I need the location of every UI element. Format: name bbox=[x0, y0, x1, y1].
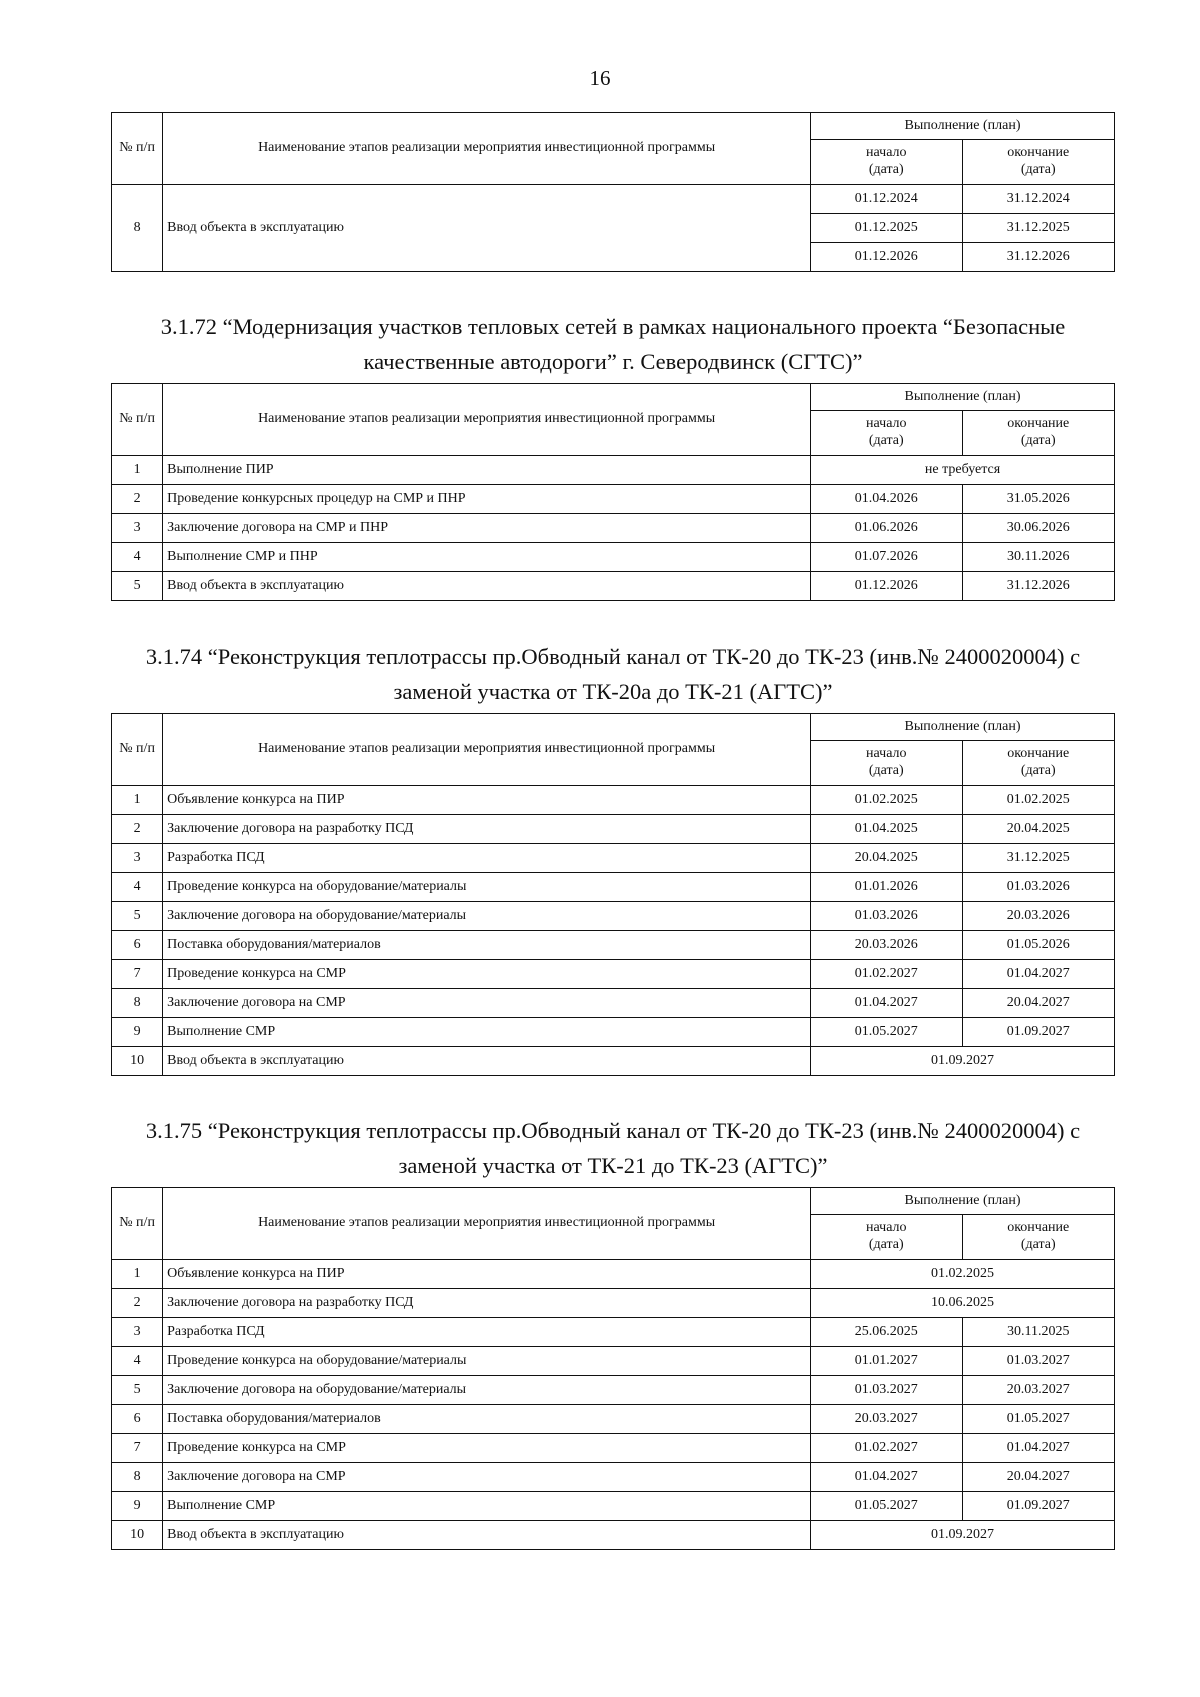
date-start: 01.05.2027 bbox=[811, 1018, 962, 1047]
row-num: 1 bbox=[112, 786, 163, 815]
header-execution: Выполнение (план) bbox=[811, 714, 1115, 741]
date-end: 01.05.2026 bbox=[962, 931, 1115, 960]
row-name: Поставка оборудования/материалов bbox=[163, 1405, 811, 1434]
date-start: 01.06.2026 bbox=[811, 514, 962, 543]
table-row bbox=[112, 931, 1115, 960]
row-num: 7 bbox=[112, 960, 163, 989]
row-num: 5 bbox=[112, 572, 163, 601]
table-row bbox=[112, 1260, 1115, 1289]
row-name: Заключение договора на разработку ПСД bbox=[163, 815, 811, 844]
date-start: 01.12.2026 bbox=[811, 572, 962, 601]
row-num: 5 bbox=[112, 1376, 163, 1405]
table-row bbox=[112, 1492, 1115, 1521]
date-merged: 01.09.2027 bbox=[811, 1047, 1115, 1076]
date-start: 20.04.2025 bbox=[811, 844, 962, 873]
table-row bbox=[112, 960, 1115, 989]
row-num: 2 bbox=[112, 485, 163, 514]
row-name: Проведение конкурса на СМР bbox=[163, 960, 811, 989]
header-start: начало (дата) bbox=[811, 741, 962, 786]
date-end: 01.04.2027 bbox=[962, 960, 1115, 989]
table-row bbox=[112, 902, 1115, 931]
date-start: 01.04.2027 bbox=[811, 1463, 962, 1492]
header-end: окончание (дата) bbox=[962, 741, 1115, 786]
row-num: 8 bbox=[112, 185, 163, 272]
date-end: 31.05.2026 bbox=[962, 485, 1115, 514]
header-execution: Выполнение (план) bbox=[811, 113, 1115, 140]
row-name: Выполнение СМР bbox=[163, 1018, 811, 1047]
page-number: 16 bbox=[589, 66, 611, 90]
row-name: Объявление конкурса на ПИР bbox=[163, 1260, 811, 1289]
date-start: 01.03.2026 bbox=[811, 902, 962, 931]
row-num: 2 bbox=[112, 815, 163, 844]
row-num: 6 bbox=[112, 931, 163, 960]
table-row bbox=[112, 543, 1115, 572]
header-end: окончание (дата) bbox=[962, 411, 1115, 456]
date-end: 31.12.2025 bbox=[962, 214, 1115, 243]
header-start: начало (дата) bbox=[811, 411, 962, 456]
row-name: Выполнение СМР и ПНР bbox=[163, 543, 811, 572]
row-name: Проведение конкурса на оборудование/материалы bbox=[163, 1347, 811, 1376]
row-num: 10 bbox=[112, 1521, 163, 1550]
date-start: 01.05.2027 bbox=[811, 1492, 962, 1521]
row-num: 9 bbox=[112, 1018, 163, 1047]
row-num: 2 bbox=[112, 1289, 163, 1318]
date-end: 20.03.2026 bbox=[962, 902, 1115, 931]
date-end: 20.04.2027 bbox=[962, 1463, 1115, 1492]
row-num: 8 bbox=[112, 1463, 163, 1492]
row-name: Ввод объекта в эксплуатацию bbox=[163, 1521, 811, 1550]
table-row bbox=[112, 873, 1115, 902]
table-row bbox=[112, 1289, 1115, 1318]
row-num: 6 bbox=[112, 1405, 163, 1434]
table-row bbox=[112, 1405, 1115, 1434]
row-name: Разработка ПСД bbox=[163, 844, 811, 873]
header-start: начало (дата) bbox=[811, 1215, 962, 1260]
date-start: 01.03.2027 bbox=[811, 1376, 962, 1405]
date-start: 01.12.2025 bbox=[811, 214, 962, 243]
header-name: Наименование этапов реализации мероприятия инвестиционной программы bbox=[163, 384, 811, 456]
date-start: 01.12.2024 bbox=[811, 185, 962, 214]
header-name: Наименование этапов реализации мероприятия инвестиционной программы bbox=[163, 113, 811, 185]
date-start: 01.02.2027 bbox=[811, 1434, 962, 1463]
row-name: Заключение договора на СМР bbox=[163, 1463, 811, 1492]
header-start: начало (дата) bbox=[811, 140, 962, 185]
table-row bbox=[112, 485, 1115, 514]
row-num: 3 bbox=[112, 514, 163, 543]
row-name: Ввод объекта в эксплуатацию bbox=[163, 572, 811, 601]
row-name: Заключение договора на оборудование/материалы bbox=[163, 1376, 811, 1405]
section-title-3-1-72: 3.1.72 “Модернизация участков тепловых сетей в рамках национального проекта “Безопасные качественные автодороги” г. Северодвинск (СГТС)” bbox=[160, 314, 1066, 374]
date-start: 01.01.2027 bbox=[811, 1347, 962, 1376]
row-name: Ввод объекта в эксплуатацию bbox=[163, 1047, 811, 1076]
date-merged: не требуется bbox=[811, 456, 1115, 485]
header-name: Наименование этапов реализации мероприятия инвестиционной программы bbox=[163, 714, 811, 786]
table-row bbox=[112, 989, 1115, 1018]
header-num: № п/п bbox=[112, 113, 163, 185]
header-execution: Выполнение (план) bbox=[811, 384, 1115, 411]
row-num: 3 bbox=[112, 844, 163, 873]
row-name: Проведение конкурса на СМР bbox=[163, 1434, 811, 1463]
table-row bbox=[112, 456, 1115, 485]
row-num: 4 bbox=[112, 543, 163, 572]
row-name: Ввод объекта в эксплуатацию bbox=[163, 185, 811, 272]
date-start: 25.06.2025 bbox=[811, 1318, 962, 1347]
date-start: 01.07.2026 bbox=[811, 543, 962, 572]
date-start: 01.01.2026 bbox=[811, 873, 962, 902]
row-num: 7 bbox=[112, 1434, 163, 1463]
date-merged: 10.06.2025 bbox=[811, 1289, 1115, 1318]
date-end: 30.11.2025 bbox=[962, 1318, 1115, 1347]
date-end: 30.06.2026 bbox=[962, 514, 1115, 543]
header-num: № п/п bbox=[112, 384, 163, 456]
row-num: 9 bbox=[112, 1492, 163, 1521]
date-start: 20.03.2026 bbox=[811, 931, 962, 960]
table-row bbox=[112, 1347, 1115, 1376]
table-row bbox=[112, 1463, 1115, 1492]
table-row bbox=[112, 1376, 1115, 1405]
row-num: 1 bbox=[112, 1260, 163, 1289]
date-end: 20.04.2027 bbox=[962, 989, 1115, 1018]
date-end: 31.12.2025 bbox=[962, 844, 1115, 873]
row-name: Поставка оборудования/материалов bbox=[163, 931, 811, 960]
header-end: окончание (дата) bbox=[962, 1215, 1115, 1260]
date-end: 01.02.2025 bbox=[962, 786, 1115, 815]
row-name: Заключение договора на разработку ПСД bbox=[163, 1289, 811, 1318]
row-name: Выполнение ПИР bbox=[163, 456, 811, 485]
date-end: 31.12.2026 bbox=[962, 572, 1115, 601]
row-name: Разработка ПСД bbox=[163, 1318, 811, 1347]
date-merged: 01.02.2025 bbox=[811, 1260, 1115, 1289]
date-end: 20.04.2025 bbox=[962, 815, 1115, 844]
date-end: 20.03.2027 bbox=[962, 1376, 1115, 1405]
table-row bbox=[112, 786, 1115, 815]
row-name: Проведение конкурса на оборудование/материалы bbox=[163, 873, 811, 902]
row-name: Объявление конкурса на ПИР bbox=[163, 786, 811, 815]
date-start: 01.04.2025 bbox=[811, 815, 962, 844]
date-start: 01.02.2027 bbox=[811, 960, 962, 989]
row-num: 4 bbox=[112, 1347, 163, 1376]
section-title-3-1-74: 3.1.74 “Реконструкция теплотрассы пр.Обводный канал от ТК-20 до ТК-23 (инв.№ 2400020004) с заменой участка от ТК-20а до ТК-21 (АГТС)” bbox=[145, 644, 1081, 704]
date-merged: 01.09.2027 bbox=[811, 1521, 1115, 1550]
section-title-3-1-75: 3.1.75 “Реконструкция теплотрассы пр.Обводный канал от ТК-20 до ТК-23 (инв.№ 2400020004) с заменой участка от ТК-21 до ТК-23 (АГТС)” bbox=[145, 1118, 1081, 1178]
date-start: 01.04.2027 bbox=[811, 989, 962, 1018]
date-end: 01.04.2027 bbox=[962, 1434, 1115, 1463]
row-num: 3 bbox=[112, 1318, 163, 1347]
row-num: 1 bbox=[112, 456, 163, 485]
row-num: 4 bbox=[112, 873, 163, 902]
date-end: 31.12.2026 bbox=[962, 243, 1115, 272]
table-row bbox=[112, 1047, 1115, 1076]
date-start: 01.12.2026 bbox=[811, 243, 962, 272]
header-num: № п/п bbox=[112, 714, 163, 786]
stages-table-3-1-75 bbox=[111, 1187, 1115, 1550]
row-name: Проведение конкурсных процедур на СМР и ПНР bbox=[163, 485, 811, 514]
header-num: № п/п bbox=[112, 1188, 163, 1260]
row-name: Выполнение СМР bbox=[163, 1492, 811, 1521]
date-end: 01.09.2027 bbox=[962, 1492, 1115, 1521]
table-row bbox=[112, 1434, 1115, 1463]
table-row bbox=[112, 1018, 1115, 1047]
table-row bbox=[112, 514, 1115, 543]
row-name: Заключение договора на оборудование/материалы bbox=[163, 902, 811, 931]
header-end: окончание (дата) bbox=[962, 140, 1115, 185]
stages-table-3-1-74 bbox=[111, 713, 1115, 1076]
row-num: 5 bbox=[112, 902, 163, 931]
table-row bbox=[112, 1521, 1115, 1550]
date-end: 01.05.2027 bbox=[962, 1405, 1115, 1434]
header-execution: Выполнение (план) bbox=[811, 1188, 1115, 1215]
date-start: 01.02.2025 bbox=[811, 786, 962, 815]
table-row bbox=[112, 815, 1115, 844]
stages-table-continued bbox=[111, 112, 1115, 272]
date-start: 01.04.2026 bbox=[811, 485, 962, 514]
date-end: 31.12.2024 bbox=[962, 185, 1115, 214]
date-start: 20.03.2027 bbox=[811, 1405, 962, 1434]
row-num: 10 bbox=[112, 1047, 163, 1076]
table-row bbox=[112, 1318, 1115, 1347]
header-name: Наименование этапов реализации мероприятия инвестиционной программы bbox=[163, 1188, 811, 1260]
row-num: 8 bbox=[112, 989, 163, 1018]
date-end: 01.03.2026 bbox=[962, 873, 1115, 902]
date-end: 01.09.2027 bbox=[962, 1018, 1115, 1047]
row-name: Заключение договора на СМР и ПНР bbox=[163, 514, 811, 543]
date-end: 30.11.2026 bbox=[962, 543, 1115, 572]
row-name: Заключение договора на СМР bbox=[163, 989, 811, 1018]
table-row bbox=[112, 572, 1115, 601]
date-end: 01.03.2027 bbox=[962, 1347, 1115, 1376]
stages-table-3-1-72 bbox=[111, 383, 1115, 601]
table-row bbox=[112, 844, 1115, 873]
